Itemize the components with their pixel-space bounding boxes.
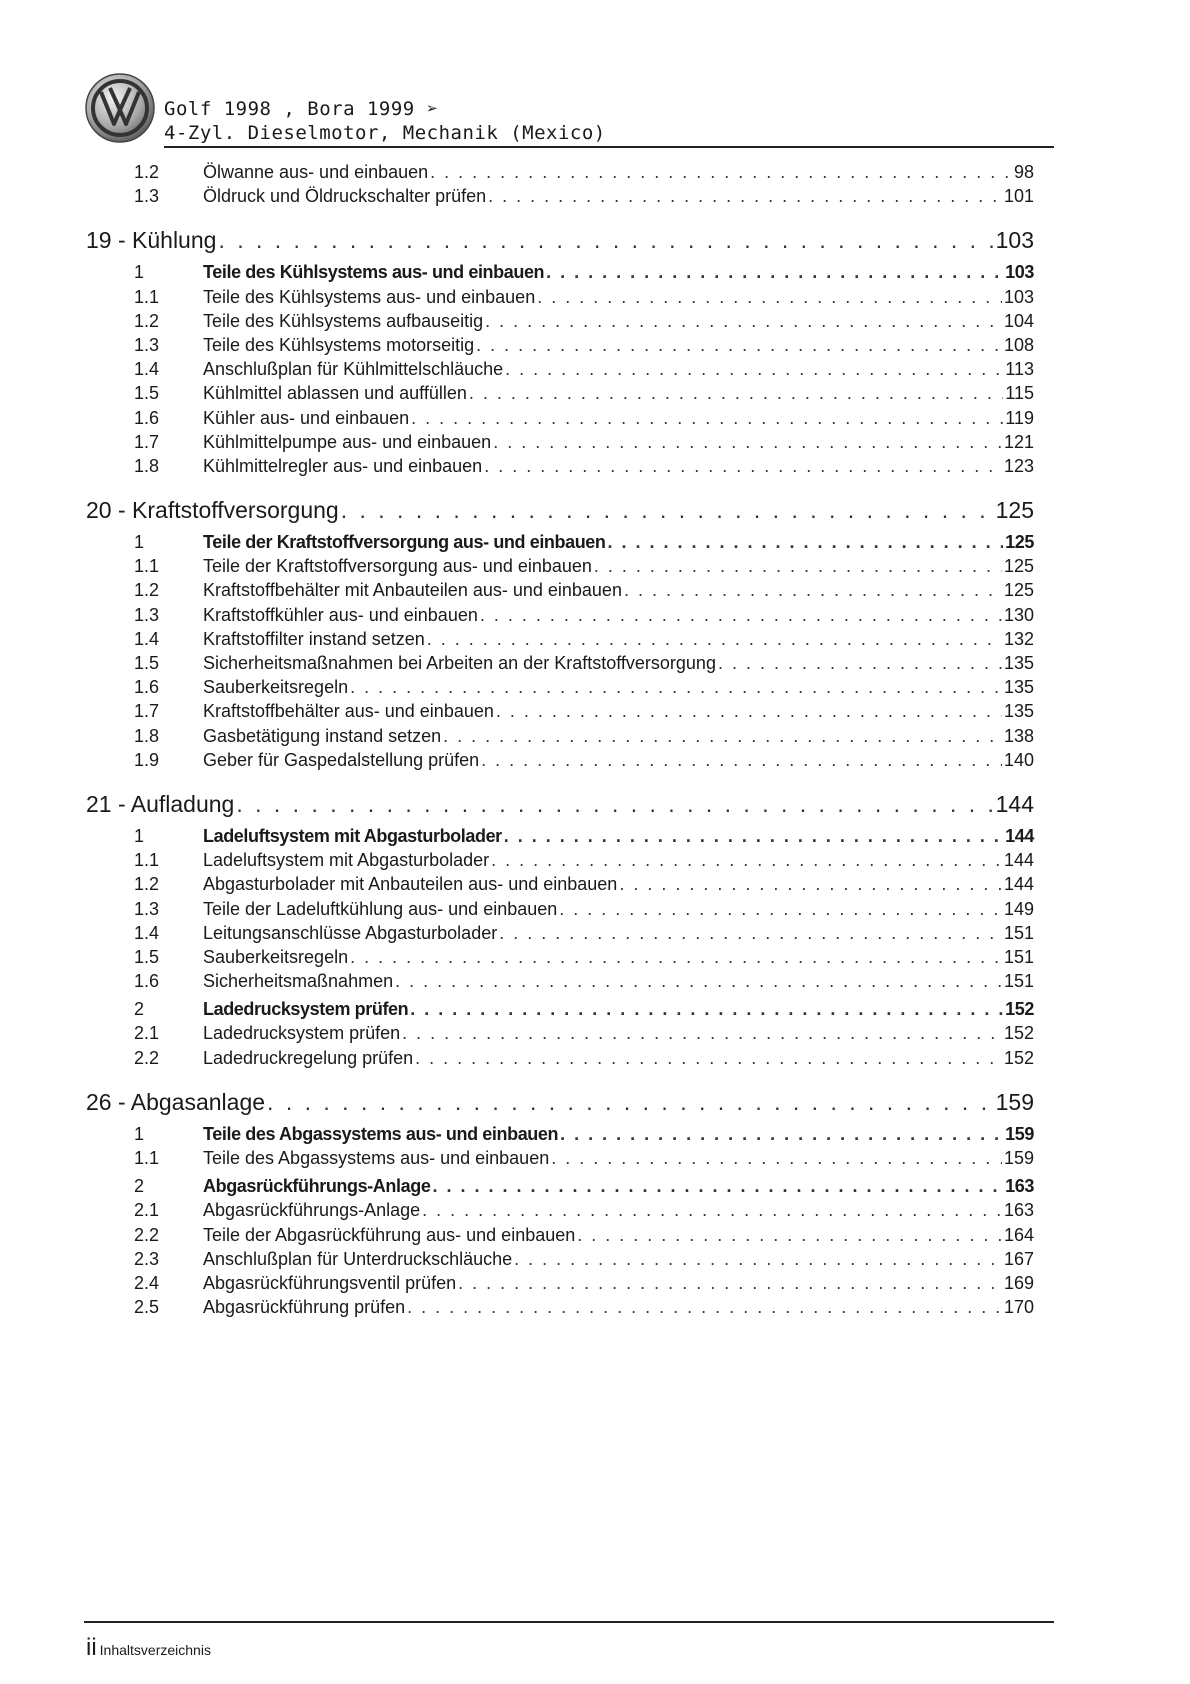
toc-entry-title: 21 - Aufladung	[86, 790, 235, 817]
toc-leader-dots	[481, 748, 1002, 772]
toc-entry[interactable]	[84, 603, 1054, 627]
toc-entry[interactable]	[84, 724, 1054, 748]
toc-page-number: 119	[1005, 407, 1034, 428]
toc-section[interactable]	[84, 1174, 1054, 1198]
toc-entry[interactable]	[84, 848, 1054, 872]
toc-entry-title: Teile der Ladeluftkühlung aus- und einbauen	[203, 898, 558, 919]
toc-leader-dots	[480, 603, 1002, 627]
toc-leader-dots	[496, 699, 1002, 723]
toc-leader-dots	[514, 1247, 1002, 1271]
toc-leader-dots	[432, 1174, 1003, 1198]
toc-entry[interactable]	[84, 675, 1054, 699]
toc-entry[interactable]	[84, 1295, 1054, 1319]
toc-entry-number: 1.1	[134, 1148, 160, 1168]
toc-entry-number: 1.9	[134, 749, 160, 770]
toc-leader-dots	[267, 1082, 994, 1122]
toc-page-number: 132	[1003, 628, 1034, 649]
toc-section[interactable]	[84, 997, 1054, 1021]
toc-page-number: 125	[1003, 580, 1034, 601]
toc-entry-title: 20 - Kraftstoffversorgung	[86, 497, 339, 524]
toc-entry[interactable]	[84, 406, 1054, 430]
toc-leader-dots	[488, 184, 1002, 208]
toc-entry-title: Teile des Kühlsystems aufbauseitig	[203, 310, 484, 331]
toc-entry-number: 1	[134, 532, 145, 553]
toc-entry-title: Abgasrückführungs-Anlage	[203, 1200, 421, 1221]
toc-entry-title: Teile der Kraftstoffversorgung aus- und einbauen	[203, 532, 606, 553]
toc-entry-number: 1.8	[134, 725, 160, 746]
toc-leader-dots	[608, 530, 1004, 554]
toc-leader-dots	[395, 969, 1002, 993]
toc-entry-number: 2.3	[134, 1248, 160, 1269]
toc-entry-number: 1.3	[134, 186, 160, 207]
toc-leader-dots	[415, 1046, 1002, 1070]
toc-leader-dots	[350, 945, 1002, 969]
toc-leader-dots	[594, 554, 1002, 578]
toc-page-number: 159	[1005, 1123, 1034, 1144]
footer-page-number: ii	[86, 1634, 97, 1661]
toc-entry-title: Teile des Kühlsystems aus- und einbauen	[203, 262, 545, 283]
toc-leader-dots	[559, 897, 1002, 921]
toc-page-number: 125	[1005, 532, 1034, 553]
toc-leader-dots	[476, 333, 1002, 357]
vw-logo-icon	[84, 72, 156, 144]
toc-entry[interactable]	[84, 651, 1054, 675]
toc-entry-number: 1.6	[134, 677, 160, 698]
toc-entry-title: Anschlußplan für Kühlmittelschläuche	[203, 359, 504, 380]
toc-leader-dots	[422, 1198, 1002, 1222]
toc-entry[interactable]	[84, 1247, 1054, 1271]
toc-page-number: 144	[1005, 825, 1034, 846]
toc-entry-title: Ladedrucksystem prüfen	[203, 1023, 401, 1044]
toc-leader-dots	[402, 1021, 1002, 1045]
toc-entry-title: Abgasrückführungsventil prüfen	[203, 1272, 457, 1293]
toc-leader-dots	[491, 848, 1002, 872]
toc-entry-title: Teile des Kühlsystems motorseitig	[203, 334, 475, 355]
toc-entry-title: Ladedruckregelung prüfen	[203, 1047, 414, 1068]
toc-entry-title: Sicherheitsmaßnahmen	[203, 971, 394, 992]
toc-leader-dots	[485, 309, 1002, 333]
footer-divider	[84, 1621, 1054, 1623]
toc-entry-title: Ölwanne aus- und einbauen	[203, 162, 429, 182]
toc-entry-number: 2.1	[134, 1023, 160, 1044]
toc-entry-number: 1.5	[134, 946, 160, 967]
toc-page-number: 135	[1003, 653, 1034, 673]
toc-page-number: 98	[1013, 162, 1034, 182]
toc-page-number: 152	[1003, 1047, 1034, 1068]
toc-entry-title: 19 - Kühlung	[86, 227, 217, 254]
toc-entry-number: 1	[134, 1123, 145, 1144]
toc-entry-title: Abgasrückführung prüfen	[203, 1297, 406, 1318]
toc-entry-number: 1.1	[134, 286, 160, 307]
toc-page-number: 104	[1003, 310, 1034, 331]
toc-entry-title: Gasbetätigung instand setzen	[203, 725, 442, 746]
toc-leader-dots	[484, 454, 1002, 478]
toc-page-number: 101	[1003, 186, 1034, 207]
toc-entry-number: 1.7	[134, 701, 160, 722]
toc-leader-dots	[499, 921, 1002, 945]
toc-page-number: 125	[995, 497, 1034, 524]
toc-entry[interactable]	[84, 897, 1054, 921]
toc-entry[interactable]	[84, 1021, 1054, 1045]
toc-entry-number: 1	[134, 825, 145, 846]
toc-leader-dots	[469, 381, 1003, 405]
toc-entry-title: Kraftstoffkühler aus- und einbauen	[203, 604, 478, 625]
toc-entry-title: Teile des Kühlsystems aus- und einbauen	[203, 286, 536, 307]
toc-entry-number: 1.3	[134, 334, 160, 355]
toc-page-number: 130	[1003, 604, 1034, 625]
toc-entry[interactable]	[84, 357, 1054, 381]
toc-leader-dots	[560, 1122, 1003, 1146]
toc-leader-dots	[430, 160, 1012, 184]
toc-entry-number: 1.5	[134, 383, 160, 404]
toc-chapter[interactable]	[84, 784, 1054, 824]
toc-entry-number: 1.3	[134, 898, 160, 919]
header-divider	[164, 146, 1054, 148]
toc-leader-dots	[427, 627, 1002, 651]
table-of-contents	[84, 160, 1054, 1319]
toc-entry[interactable]	[84, 969, 1054, 993]
toc-entry-number: 2	[134, 1176, 145, 1197]
toc-leader-dots	[504, 824, 1003, 848]
toc-entry[interactable]	[84, 921, 1054, 945]
toc-entry-number: 1.2	[134, 580, 160, 601]
toc-entry-number: 1.5	[134, 653, 160, 673]
toc-page-number: 103	[1005, 262, 1034, 283]
toc-entry-number: 1.7	[134, 431, 160, 452]
toc-entry-title: Geber für Gaspedalstellung prüfen	[203, 749, 480, 770]
toc-page-number: 149	[1003, 898, 1034, 919]
toc-page-number: 125	[1003, 556, 1034, 577]
toc-entry-title: Ladeluftsystem mit Abgasturbolader	[203, 850, 490, 871]
toc-section[interactable]	[84, 824, 1054, 848]
toc-entry-title: Kraftstoffbehälter aus- und einbauen	[203, 701, 494, 722]
toc-entry[interactable]	[84, 1198, 1054, 1222]
toc-page-number: 152	[1003, 1023, 1034, 1044]
toc-entry-title: Ladeluftsystem mit Abgasturbolader	[203, 825, 502, 846]
toc-leader-dots	[407, 1295, 1002, 1319]
toc-leader-dots	[505, 357, 1003, 381]
toc-entry-number: 1	[134, 262, 145, 283]
toc-leader-dots	[341, 490, 994, 530]
toc-entry-title: Sicherheitsmaßnahmen bei Arbeiten an der Kraftstoffversorgung	[203, 653, 716, 673]
toc-leader-dots	[411, 406, 1003, 430]
toc-page-number: 170	[1003, 1297, 1034, 1318]
toc-page-number: 159	[995, 1088, 1034, 1115]
toc-entry-title: Teile des Abgassystems aus- und einbauen	[203, 1123, 559, 1144]
toc-page-number: 138	[1003, 725, 1034, 746]
toc-leader-dots	[458, 1271, 1002, 1295]
toc-entry[interactable]	[84, 309, 1054, 333]
toc-entry-title: Leitungsanschlüsse Abgasturbolader	[203, 922, 498, 943]
toc-entry[interactable]	[84, 748, 1054, 772]
toc-entry[interactable]	[84, 578, 1054, 602]
toc-page-number: 144	[1003, 850, 1034, 871]
toc-entry-number: 1.6	[134, 971, 160, 992]
toc-entry[interactable]	[84, 872, 1054, 896]
toc-page-number: 169	[1003, 1272, 1034, 1293]
toc-page-number: 144	[1003, 874, 1034, 895]
footer-label: Inhaltsverzeichnis	[99, 1642, 211, 1658]
toc-leader-dots	[551, 1146, 1002, 1170]
toc-entry[interactable]	[84, 554, 1054, 578]
toc-leader-dots	[577, 1223, 1002, 1247]
toc-entry-title: Teile der Abgasrückführung aus- und einbauen	[203, 1224, 576, 1245]
toc-page-number: 135	[1003, 701, 1034, 722]
toc-entry-title: Öldruck und Öldruckschalter prüfen	[203, 186, 487, 207]
toc-page-number: 152	[1005, 999, 1034, 1020]
toc-page-number: 113	[1005, 359, 1034, 380]
toc-entry-title: Sauberkeitsregeln	[203, 677, 349, 698]
toc-entry[interactable]	[84, 454, 1054, 478]
toc-entry-title: Kühlmittelregler aus- und einbauen	[203, 455, 483, 476]
toc-entry-title: Kraftstoffilter instand setzen	[203, 628, 425, 649]
toc-entry-title: Teile der Kraftstoffversorgung aus- und einbauen	[203, 556, 592, 577]
toc-page-number: 144	[995, 790, 1034, 817]
manual-title: Golf 1998 , Bora 1999 ➢	[164, 98, 439, 120]
toc-leader-dots	[624, 578, 1002, 602]
toc-entry[interactable]	[84, 1146, 1054, 1170]
toc-entry-number: 2.2	[134, 1224, 160, 1245]
toc-entry-title: Kühlmittel ablassen und auffüllen	[203, 383, 467, 404]
toc-chapter[interactable]	[84, 220, 1054, 260]
toc-page-number: 115	[1005, 383, 1034, 404]
manual-subtitle: 4-Zyl. Dieselmotor, Mechanik (Mexico)	[164, 122, 606, 144]
toc-entry-title: Ladedrucksystem prüfen	[203, 999, 409, 1020]
toc-entry-title: Sauberkeitsregeln	[203, 946, 349, 967]
toc-entry[interactable]	[84, 627, 1054, 651]
toc-entry[interactable]	[84, 1271, 1054, 1295]
page-footer	[86, 1634, 211, 1662]
toc-leader-dots	[350, 675, 1002, 699]
toc-entry-number: 1.1	[134, 556, 160, 577]
toc-chapter[interactable]	[84, 490, 1054, 530]
toc-page-number: 121	[1003, 431, 1034, 452]
toc-entry-number: 1.4	[134, 359, 160, 380]
toc-leader-dots	[718, 651, 1002, 675]
toc-entry-number: 1.1	[134, 850, 160, 871]
toc-page-number: 167	[1003, 1248, 1034, 1269]
toc-entry-number: 1.2	[134, 310, 160, 331]
toc-entry[interactable]	[84, 1223, 1054, 1247]
toc-entry-number: 1.2	[134, 874, 160, 895]
toc-entry-number: 1.2	[134, 162, 160, 182]
toc-entry[interactable]	[84, 285, 1054, 309]
toc-page-number: 140	[1003, 749, 1034, 770]
toc-chapter[interactable]	[84, 1082, 1054, 1122]
toc-entry-number: 1.3	[134, 604, 160, 625]
toc-entry[interactable]	[84, 1046, 1054, 1070]
toc-leader-dots	[546, 260, 1003, 284]
toc-leader-dots	[410, 997, 1003, 1021]
toc-section[interactable]	[84, 260, 1054, 284]
toc-entry[interactable]	[84, 699, 1054, 723]
toc-page-number: 159	[1003, 1148, 1034, 1168]
toc-entry-number: 1.8	[134, 455, 160, 476]
toc-entry-title: 26 - Abgasanlage	[86, 1088, 266, 1115]
toc-page-number: 123	[1003, 455, 1034, 476]
toc-entry-title: Abgasturbolader mit Anbauteilen aus- und einbauen	[203, 874, 618, 895]
toc-page-number: 103	[1003, 286, 1034, 307]
toc-leader-dots	[537, 285, 1002, 309]
toc-page-number: 164	[1003, 1224, 1034, 1245]
toc-leader-dots	[443, 724, 1002, 748]
toc-entry-number: 2.2	[134, 1047, 160, 1068]
toc-leader-dots	[493, 430, 1002, 454]
toc-entry-title: Teile des Abgassystems aus- und einbauen	[203, 1148, 550, 1168]
toc-page-number: 151	[1003, 971, 1034, 992]
toc-entry-number: 2	[134, 999, 145, 1020]
toc-entry-title: Kühler aus- und einbauen	[203, 407, 410, 428]
toc-page-number: 151	[1003, 946, 1034, 967]
toc-entry-number: 1.4	[134, 628, 160, 649]
toc-entry[interactable]	[84, 381, 1054, 405]
toc-section[interactable]	[84, 530, 1054, 554]
toc-entry-number: 2.5	[134, 1297, 160, 1318]
toc-entry-number: 1.4	[134, 922, 160, 943]
toc-page-number: 163	[1003, 1200, 1034, 1221]
toc-entry[interactable]	[84, 430, 1054, 454]
toc-page-number: 163	[1005, 1176, 1034, 1197]
toc-leader-dots	[236, 784, 993, 824]
toc-entry-title: Anschlußplan für Unterdruckschläuche	[203, 1248, 513, 1269]
page-header	[84, 72, 1054, 148]
toc-entry-title: Kühlmittelpumpe aus- und einbauen	[203, 431, 492, 452]
toc-entry[interactable]	[84, 945, 1054, 969]
toc-section[interactable]	[84, 1122, 1054, 1146]
toc-leader-dots	[619, 872, 1002, 896]
toc-leader-dots	[218, 220, 993, 260]
toc-page-number: 108	[1003, 334, 1034, 355]
toc-entry-title: Kraftstoffbehälter mit Anbauteilen aus- und einbauen	[203, 580, 622, 601]
toc-entry-title: Abgasrückführungs-Anlage	[203, 1176, 431, 1197]
toc-entry[interactable]	[84, 333, 1054, 357]
toc-entry[interactable]	[84, 184, 1054, 208]
toc-page-number: 103	[995, 227, 1034, 254]
toc-page-number: 151	[1003, 922, 1034, 943]
toc-entry-number: 2.4	[134, 1272, 160, 1293]
toc-entry[interactable]	[84, 160, 1054, 184]
toc-entry-number: 2.1	[134, 1200, 160, 1221]
toc-entry-number: 1.6	[134, 407, 160, 428]
toc-page-number: 135	[1003, 677, 1034, 698]
